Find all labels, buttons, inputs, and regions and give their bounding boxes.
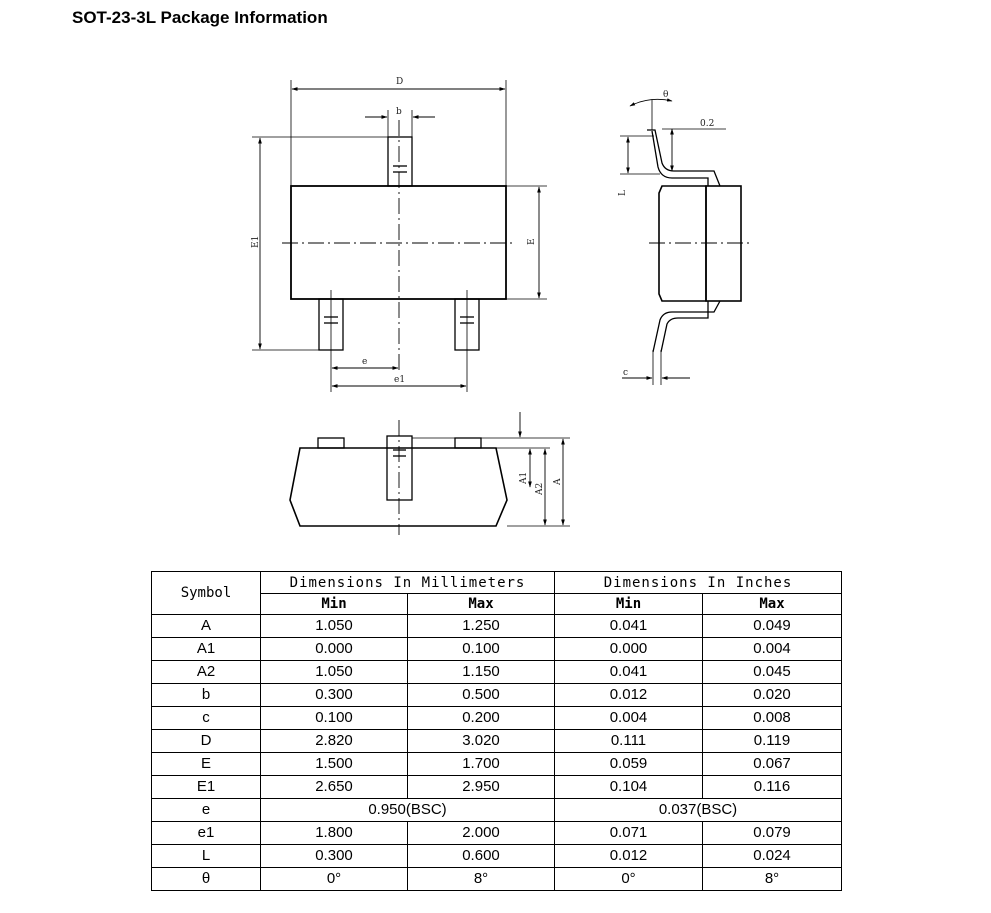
label-e1: e1: [394, 375, 406, 385]
in-max-header: Max: [703, 594, 842, 615]
cell-mm-bsc: 0.950(BSC): [261, 799, 555, 822]
cell-in-max: 0.020: [703, 684, 842, 707]
label-D: D: [396, 77, 404, 87]
table-row: [152, 730, 842, 753]
cell-in-min: 0.111: [555, 730, 703, 753]
cell-mm-max: 0.500: [408, 684, 555, 707]
cell-mm-min: 0.000: [261, 638, 408, 661]
table-row: [152, 753, 842, 776]
cell-mm-min: 1.800: [261, 822, 408, 845]
label-E: E: [527, 238, 537, 245]
table-row: [152, 799, 842, 822]
cell-in-max: 0.067: [703, 753, 842, 776]
cell-mm-max: 1.150: [408, 661, 555, 684]
cell-in-min: 0.059: [555, 753, 703, 776]
label-theta: θ: [663, 90, 669, 100]
cell-mm-max: 8°: [408, 868, 555, 891]
cell-symbol: θ: [152, 868, 261, 891]
cell-mm-max: 1.700: [408, 753, 555, 776]
cell-in-bsc: 0.037(BSC): [555, 799, 842, 822]
table-row: [152, 661, 842, 684]
cell-mm-max: 0.200: [408, 707, 555, 730]
cell-in-min: 0.071: [555, 822, 703, 845]
label-e: e: [362, 357, 368, 367]
cell-mm-min: 0.100: [261, 707, 408, 730]
cell-symbol: L: [152, 845, 261, 868]
cell-mm-min: 0.300: [261, 684, 408, 707]
dimensions-table: [151, 571, 842, 891]
page-title: SOT-23-3L Package Information: [72, 8, 328, 27]
table-row: [152, 822, 842, 845]
cell-symbol: A: [152, 615, 261, 638]
cell-in-min: 0.041: [555, 615, 703, 638]
label-A: A: [553, 478, 563, 485]
cell-in-min: 0.012: [555, 845, 703, 868]
cell-in-min: 0°: [555, 868, 703, 891]
table-row: [152, 638, 842, 661]
cell-in-max: 8°: [703, 868, 842, 891]
table-row: [152, 845, 842, 868]
cell-in-min: 0.041: [555, 661, 703, 684]
label-E1: E1: [251, 235, 261, 248]
cell-mm-max: 3.020: [408, 730, 555, 753]
cell-mm-min: 1.050: [261, 615, 408, 638]
cell-in-min: 0.000: [555, 638, 703, 661]
table-row: [152, 684, 842, 707]
cell-mm-max: 0.100: [408, 638, 555, 661]
symbol-header: Symbol: [152, 572, 261, 615]
cell-in-max: 0.079: [703, 822, 842, 845]
cell-mm-max: 1.250: [408, 615, 555, 638]
label-A1: A1: [519, 471, 529, 484]
cell-symbol: E: [152, 753, 261, 776]
cell-in-min: 0.004: [555, 707, 703, 730]
cell-symbol: E1: [152, 776, 261, 799]
label-L: L: [618, 190, 628, 196]
cell-in-max: 0.116: [703, 776, 842, 799]
cell-in-max: 0.045: [703, 661, 842, 684]
mm-min-header: Min: [261, 594, 408, 615]
cell-mm-min: 1.050: [261, 661, 408, 684]
cell-in-max: 0.024: [703, 845, 842, 868]
table-row: [152, 868, 842, 891]
label-b: b: [396, 107, 402, 117]
side-view: [620, 99, 750, 385]
cell-mm-max: 2.950: [408, 776, 555, 799]
cell-in-min: 0.104: [555, 776, 703, 799]
cell-mm-min: 1.500: [261, 753, 408, 776]
cell-symbol: e: [152, 799, 261, 822]
mm-header: Dimensions In Millimeters: [261, 572, 555, 594]
cell-mm-min: 2.820: [261, 730, 408, 753]
cell-in-max: 0.049: [703, 615, 842, 638]
cell-in-max: 0.008: [703, 707, 842, 730]
inches-header: Dimensions In Inches: [555, 572, 842, 594]
cell-in-max: 0.004: [703, 638, 842, 661]
cell-mm-min: 0.300: [261, 845, 408, 868]
label-gauge: 0.2: [700, 119, 715, 129]
cell-in-min: 0.012: [555, 684, 703, 707]
cell-mm-min: 0°: [261, 868, 408, 891]
cell-symbol: e1: [152, 822, 261, 845]
cell-mm-max: 2.000: [408, 822, 555, 845]
cell-symbol: D: [152, 730, 261, 753]
top-view: [252, 80, 547, 392]
cell-mm-max: 0.600: [408, 845, 555, 868]
cell-symbol: c: [152, 707, 261, 730]
in-min-header: Min: [555, 594, 703, 615]
mm-max-header: Max: [408, 594, 555, 615]
table-row: [152, 615, 842, 638]
cell-symbol: A2: [152, 661, 261, 684]
label-A2: A2: [535, 482, 545, 495]
cell-symbol: A1: [152, 638, 261, 661]
cell-mm-min: 2.650: [261, 776, 408, 799]
cell-in-max: 0.119: [703, 730, 842, 753]
label-c: c: [623, 368, 629, 378]
table-row: [152, 776, 842, 799]
table-row: [152, 707, 842, 730]
cell-symbol: b: [152, 684, 261, 707]
